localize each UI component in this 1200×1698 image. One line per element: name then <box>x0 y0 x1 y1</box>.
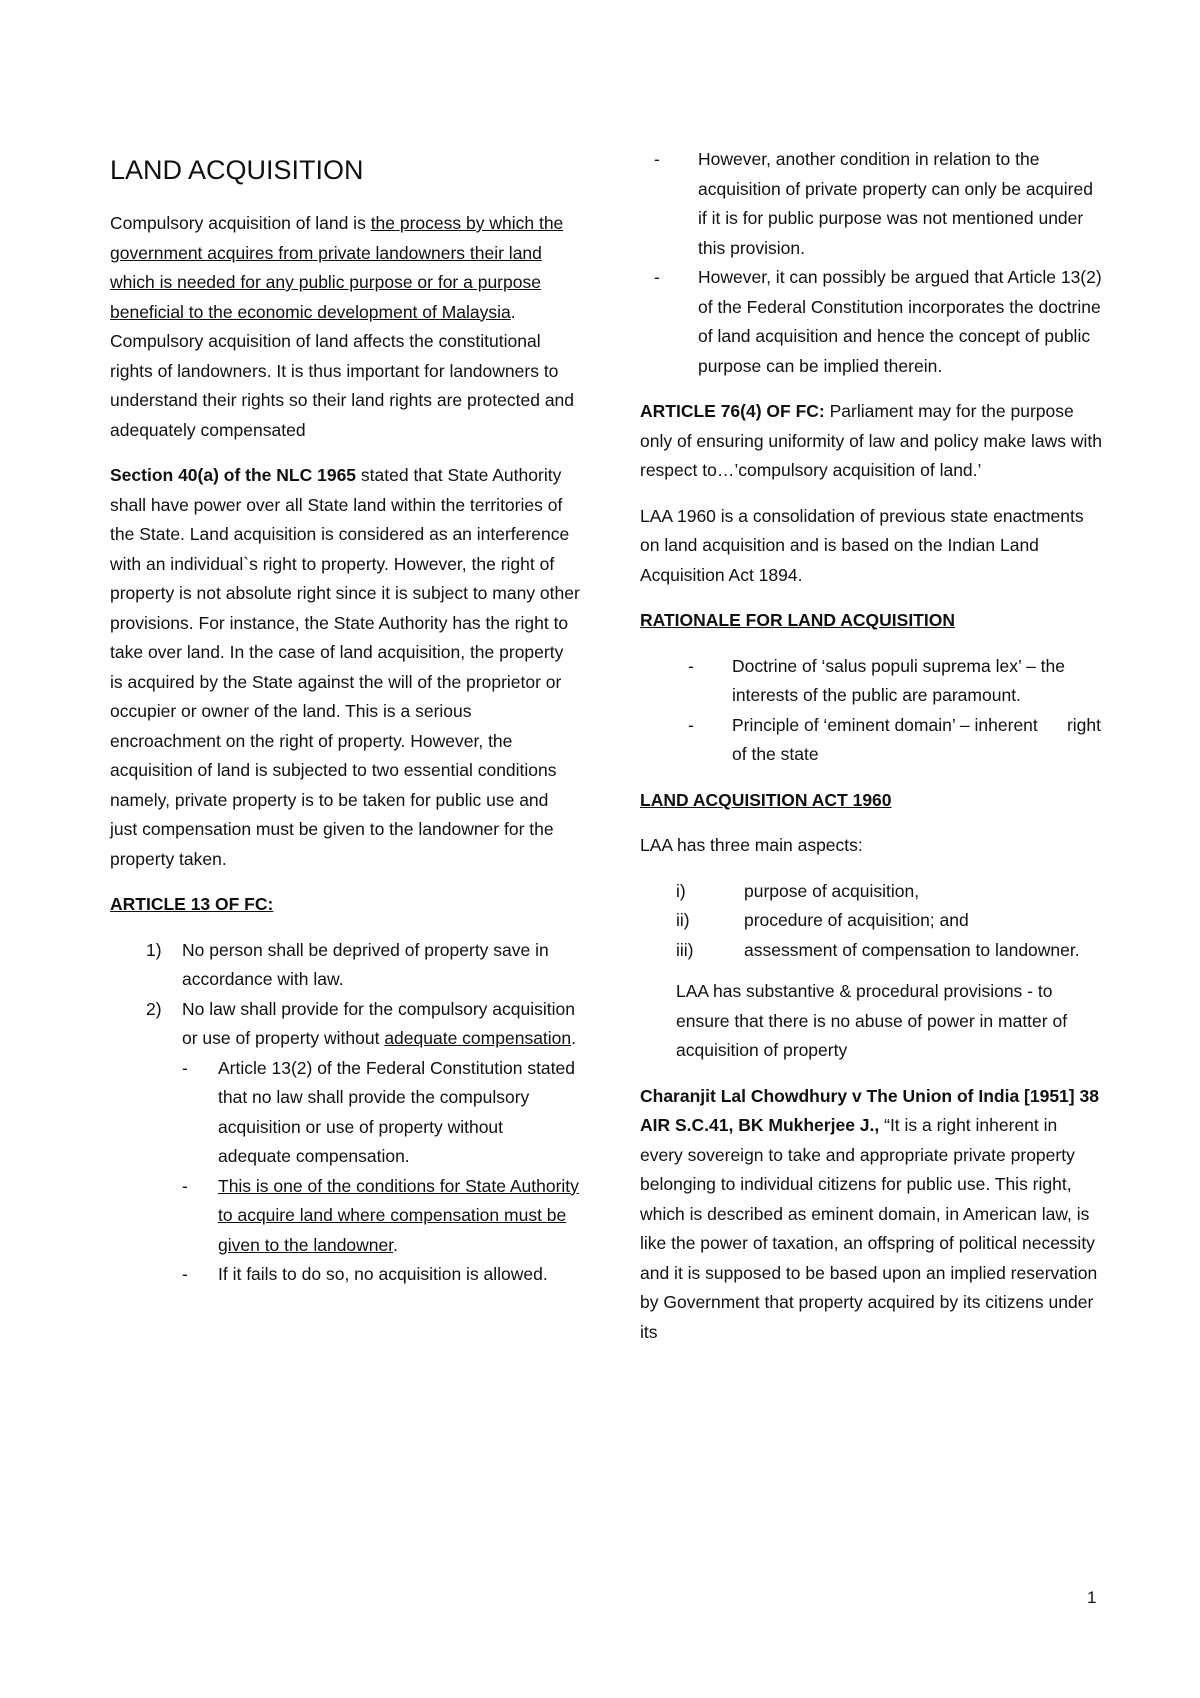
laa-aspects-list <box>640 877 1102 966</box>
laa-1960-heading: LAND ACQUISITION ACT 1960 <box>640 789 892 810</box>
list-item: - If it fails to do so, no acquisition is allowed. <box>182 1260 580 1290</box>
page-title: LAND ACQUISITION <box>110 155 364 185</box>
article13-heading: ARTICLE 13 OF FC: <box>110 894 274 914</box>
case-paragraph: Charanjit Lal Chowdhury v The Union of India [1951] 38 AIR S.C.41, BK Mukherjee J., “It is a right inherent in every sovereign to take and appropriate private property belonging to individual citizens for public use. This right, which is described as eminent domain, in American law, is like the power of taxation, an offspring of political necessity and it is supposed to be based upon an implied reservation by Government that property acquired by its citizens under its <box>640 1085 1099 1342</box>
rationale-list <box>688 652 1106 770</box>
list-item: - Doctrine of ‘salus populi suprema lex’ – the interests of the public are paramount. <box>688 652 1102 711</box>
list-item: - However, it can possibly be argued that Article 13(2) of the Federal Constitution incorporates the doctrine of land acquisition and hence the concept of public purpose can be implied therein. <box>654 263 1102 381</box>
list-item: iii) assessment of compensation to landowner. <box>676 939 1080 960</box>
list-item: - However, another condition in relation to the acquisition of private property can only be acquired if it is for public purpose was not mentioned under this provision. <box>654 145 1102 263</box>
section40-reference: Section 40(a) of the NLC 1965 <box>110 465 357 485</box>
left-column <box>110 145 580 1306</box>
list-item: - Article 13(2) of the Federal Constitution stated that no law shall provide the compulsory acquisition or use of property without adequate compensation. <box>182 1054 580 1172</box>
section40-paragraph: Section 40(a) of the NLC 1965 stated that State Authority shall have power over all State land within the territories of the State. Land acquisition is considered as an interference with an individual`s right to property. However, the right of property is not absolute right since it is subject to many other provisions. For instance, the State Authority has the right to take over land. In the case of land acquisition, the property is acquired by the State against the will of the proprietor or occupier or owner of the land. This is a serious encroachment on the right of property. However, the acquisition of land is subjected to two essential conditions namely, private property is to be taken for public use and just compensation must be given to the landowner for the property taken. <box>110 465 580 869</box>
laa-aspects-intro: LAA has three main aspects: <box>640 835 863 855</box>
article13-sub-list <box>182 1054 580 1290</box>
list-item: - This is one of the conditions for State Authority to acquire land where compensation must be given to the landowner. <box>182 1172 580 1261</box>
laa-provisions-paragraph: LAA has substantive & procedural provisions - to ensure that there is no abuse of power in matter of acquisition of property <box>676 981 1068 1060</box>
condition-list <box>654 145 1102 381</box>
list-item: - Principle of ‘eminent domain’ – inherent right of the state <box>688 711 1102 770</box>
case-citation: Charanjit Lal Chowdhury v The Union of India [1951] 38 AIR S.C.41, BK Mukherjee J., <box>640 1085 1099 1135</box>
laa-intro-paragraph: LAA 1960 is a consolidation of previous state enactments on land acquisition and is based on the Indian Land Acquisition Act 1894. <box>640 505 1084 585</box>
intro-paragraph: Compulsory acquisition of land is the process by which the government acquires from private landowners their land which is needed for any public purpose or for a purpose beneficial to the economic development of Malaysia. Compulsory acquisition of land affects the constitutional rights of landowners. It is thus important for landowners to understand their rights so their land rights are protected and adequately compensated <box>110 213 575 440</box>
list-item: 2) No law shall provide for the compulsory acquisition or use of property without adequate compensation. - Article 13(2) of the Federal Constitution stated that no law shall provide the compulsory acquisition or use of property without adequate compensation. - This is one of the conditions for State Authority to acquire land where compensation must be given to the landowner. - If it fails to do so, no acquisition is allowed. <box>110 995 580 1290</box>
intro-definition: the process by which the government acquires from private landowners their land which is needed for any public purpose or for a purpose beneficial to the economic development of Malaysia <box>110 213 564 322</box>
list-item: i) purpose of acquisition, <box>676 880 920 901</box>
right-column <box>640 145 1106 1363</box>
article13-list <box>110 936 580 1290</box>
article76-paragraph: ARTICLE 76(4) OF FC: Parliament may for the purpose only of ensuring uniformity of law and policy make laws with respect to…’compulsory acquisition of land.’ <box>640 401 1103 480</box>
list-item: ii) procedure of acquisition; and <box>676 910 969 930</box>
rationale-heading: RATIONALE FOR LAND ACQUISITION <box>640 610 955 630</box>
list-item: 1) No person shall be deprived of property save in accordance with law. <box>146 939 549 989</box>
article76-reference: ARTICLE 76(4) OF FC: <box>640 401 825 421</box>
page-number: 1 <box>1087 1588 1097 1607</box>
